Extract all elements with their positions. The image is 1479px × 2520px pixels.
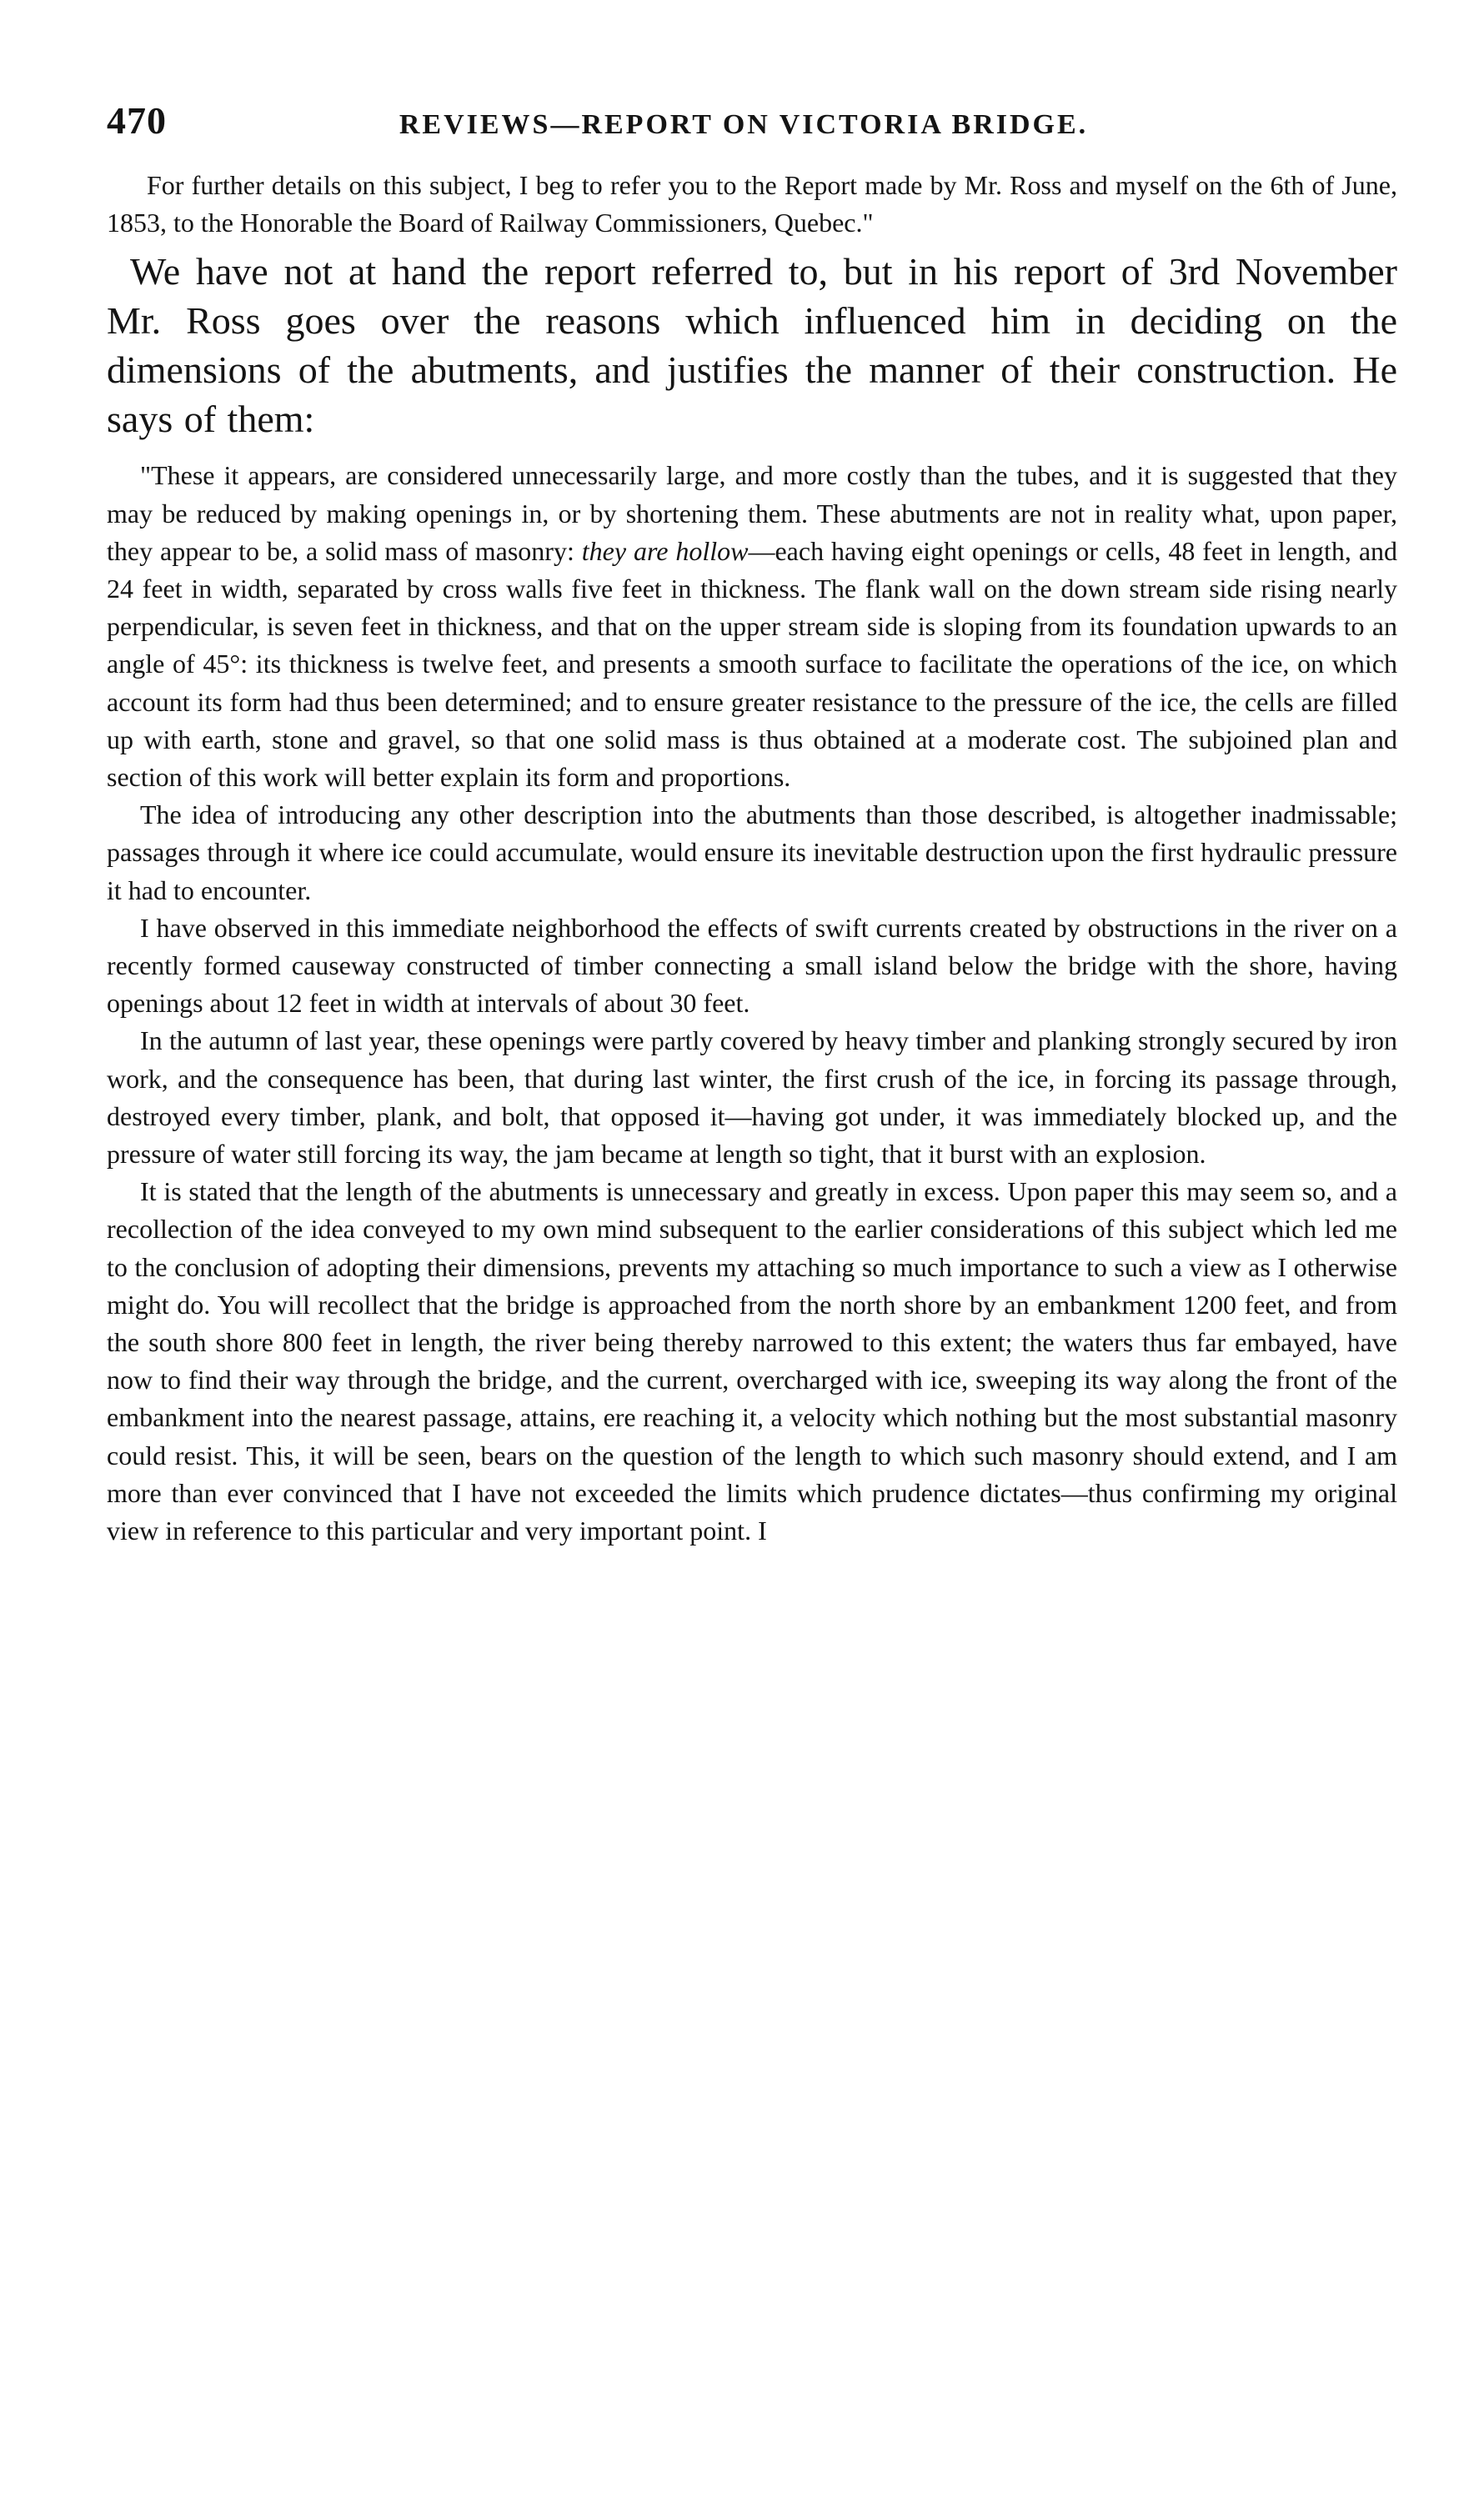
paragraph-swift-currents: I have observed in this immediate neighborhood the effects of swift currents created by obstructions in the river on a recently formed causeway constructed of timber connecting a small island below the bridge with the shore, having openings about 12 feet in width at intervals of about 30 feet. [107, 912, 1397, 1019]
quote-text-before: "These it appears, are considered unnecessarily large, and more costly than the tubes, and it is suggested that they may be reduced by making openings in, or by shortening them. These abutments are not in reality what, upon paper, they appear to be, a solid mass of masonry: [107, 460, 1397, 566]
quote-italic-text: they are hollow [581, 535, 749, 566]
paragraph-commentary: We have not at hand the report referred to, but in his report of 3rd November Mr. Ross goes over the reasons which influenced him in deciding on the dimensions of the abutments, and justifies the manner of their construction. He says of them: [107, 250, 1397, 441]
paragraph-abutments-quote [107, 457, 1397, 796]
quoted-report [107, 457, 1397, 1550]
running-title: REVIEWS—REPORT ON VICTORIA BRIDGE. [399, 109, 1089, 140]
document-page [107, 98, 1397, 1550]
page-number: 470 [107, 99, 167, 142]
running-header [107, 98, 1397, 148]
paragraph-length-of-abutments: It is stated that the length of the abutments is unnecessary and greatly in excess. Upon paper this may seem so, and a recollection of the idea conveyed to my own mind subsequent to the earlier considerations of this subject which led me to the conclusion of adopting their dimensions, prevents my attaching so much importance to such a view as I otherwise might do. You will recollect that the bridge is approached from the north shore by an embankment 1200 feet, and from the south shore 800 feet in length, the river being thereby narrowed to this extent; the waters thus far embayed, have now to find their way through the bridge, and the current, overcharged with ice, sweeping its way along the front of the embankment into the nearest passage, attains, ere reaching it, a velocity which nothing but the most substantial masonry could resist. This, it will be seen, bears on the question of the length to which such masonry should extend, and I am more than ever convinced that I have not exceeded the limits which prudence dictates—thus confirming my original view in reference to this particular and very important point. I [107, 1176, 1397, 1546]
quote-text-after: —each having eight openings or cells, 48 feet in length, and 24 feet in width, separated by cross walls five feet in thickness. The flank wall on the down stream side rising nearly perpendicular, is seven feet in thickness, and that on the upper stream side is sloping from its foundation upwards to an angle of 45°: its thickness is twelve feet, and presents a smooth surface to facilitate the operations of the ice, on which account its form had thus been determined; and to ensure greater resistance to the pressure of the ice, the cells are filled up with earth, stone and gravel, so that one solid mass is thus obtained at a moderate cost. The subjoined plan and section of this work will better explain its form and proportions. [107, 535, 1398, 793]
paragraph-continued-quote: For further details on this subject, I beg to refer you to the Report made by Mr. Ross and myself on the 6th of June, 1853, to the Honorable the Board of Railway Commissioners, Quebec." [107, 170, 1397, 238]
paragraph-autumn-timber: In the autumn of last year, these openings were partly covered by heavy timber and planking strongly secured by iron work, and the consequence has been, that during last winter, the first crush of the ice, in forcing its passage through, destroyed every timber, plank, and bolt, that opposed it—having got under, it was immediately blocked up, and the pressure of water still forcing its way, the jam became at length so tight, that it burst with an explosion. [107, 1025, 1397, 1170]
paragraph-inadmissable: The idea of introducing any other description into the abutments than those described, is altogether inadmissable; passages through it where ice could accumulate, would ensure its inevitable destruction upon the first hydraulic pressure it had to encounter. [107, 799, 1397, 905]
